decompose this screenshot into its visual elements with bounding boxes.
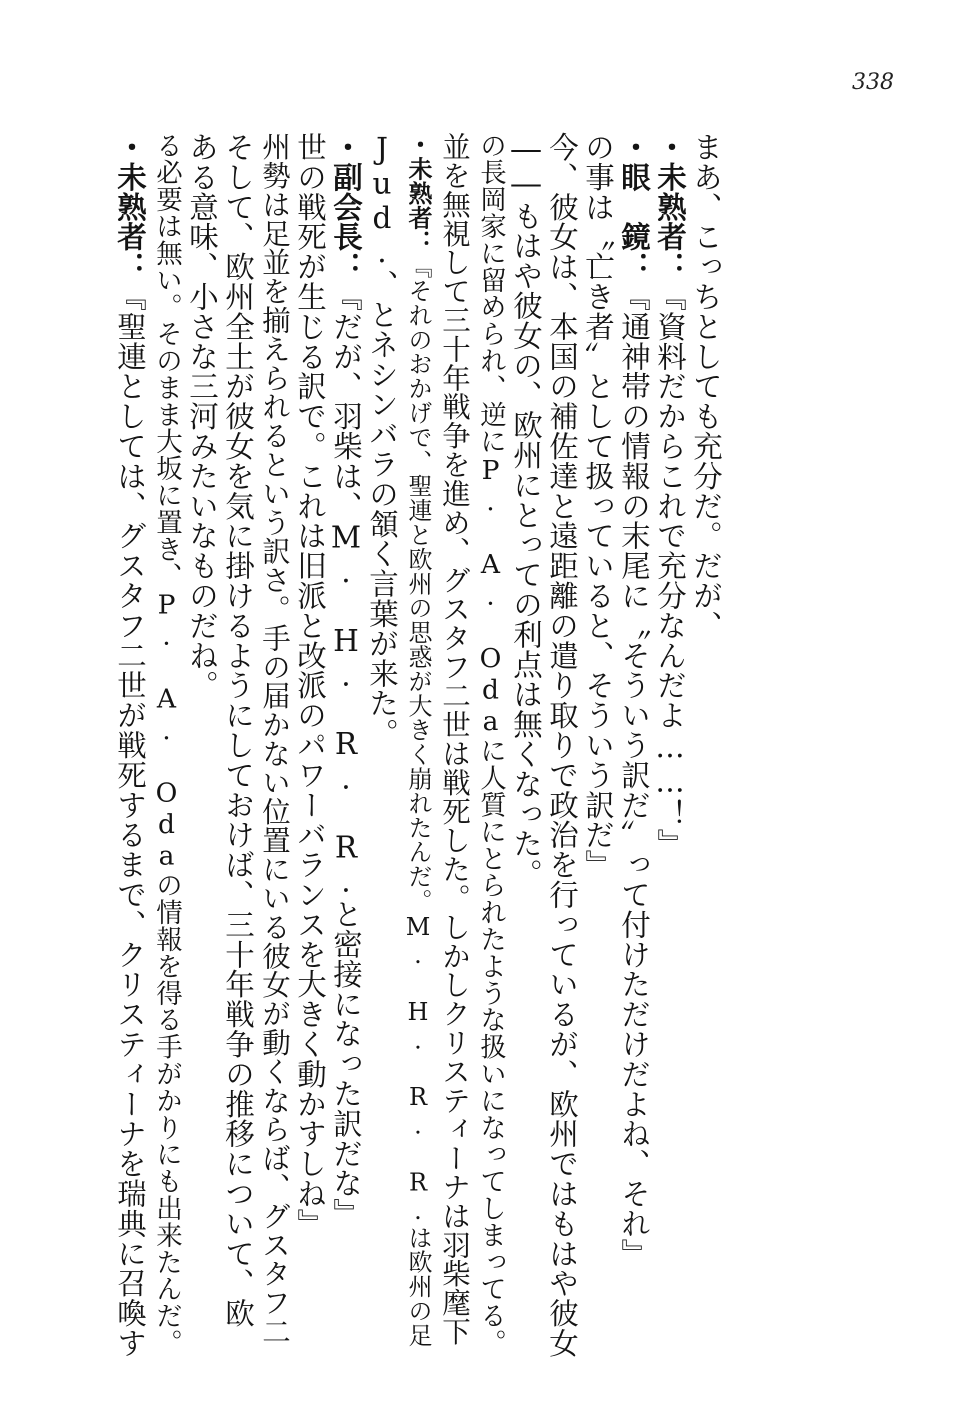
text-line xyxy=(470,132,510,1356)
text-line xyxy=(650,132,690,859)
text-line xyxy=(218,132,258,1328)
dialogue-text: 『聖連としては、グスタフ二世が戦死するまで、クリスティーナを瑞典に召喚す xyxy=(113,281,147,1358)
dialogue-text: 州勢は足並を揃えられるという訳さ。手の届かない位置にいる彼女が動くならば、グスタフ二 xyxy=(258,132,291,1346)
text-line xyxy=(686,132,726,640)
text-line xyxy=(146,132,186,1356)
dialogue-text: 世の戦死が生じる訳で。これは旧派と改派のパワーバランスを大きく動かすしね』 xyxy=(293,132,327,1239)
dialogue-text: 今、彼女は、本国の補佐達と遠距離の遣り取りで政治を行っているが、欧州ではもはや彼女 xyxy=(545,132,579,1358)
speaker-label: ・眼 鏡： xyxy=(617,132,652,282)
text-line xyxy=(326,132,366,1228)
text-line xyxy=(290,132,330,1238)
dialogue-text: 『それのおかげで、聖連と欧州の思惑が大きく崩れたんだ。M. H. R. R.は欧州の足 xyxy=(404,254,432,1348)
dialogue-text: そして、欧州全土が彼女を気に掛けるようにしておけば、三十年戦争の推移について、欧 xyxy=(221,132,255,1328)
dialogue-text: る必要は無い。そのまま大坂に置き、P. A. Odaの情報を得る手がかりにも出来たんだ。 xyxy=(151,132,182,1357)
text-line xyxy=(434,132,474,1346)
text-line xyxy=(110,132,150,1358)
text-line xyxy=(614,132,654,1268)
speaker-label: ・未熟者： xyxy=(653,132,688,282)
dialogue-text: の事は〝亡き者〟として扱っていると、そういう訳だ』 xyxy=(581,132,615,880)
text-line xyxy=(506,132,546,889)
dialogue-text: Jud.、とネシンバラの頷く言葉が来た。 xyxy=(365,132,399,748)
speaker-label: ・副会長： xyxy=(329,132,364,282)
text-line xyxy=(254,132,294,1346)
text-line xyxy=(398,132,438,1347)
dialogue-text: の長岡家に留められ、逆にP. A. Odaに人質にとられたような扱いになってしまってる。 xyxy=(475,132,506,1357)
speaker-label: ・未熟者： xyxy=(113,132,148,282)
dialogue-text: 『だが、羽柴は、M. H. R. R.と密接になった訳だな』 xyxy=(329,281,363,1228)
page-number: 338 xyxy=(852,70,894,95)
speaker-label: ・未熟者： xyxy=(404,132,433,254)
text-line xyxy=(182,132,222,700)
text-line xyxy=(578,132,618,880)
dialogue-text: ――もはや彼女の、欧州にとっての利点は無くなった。 xyxy=(509,132,543,889)
text-line xyxy=(542,132,582,1358)
dialogue-text: 『資料だからこれで充分なんだよ……！』 xyxy=(653,281,687,859)
text-line xyxy=(362,132,402,748)
dialogue-text: 並を無視して三十年戦争を進め、グスタフ二世は戦死した。しかしクリスティーナは羽柴麾下 xyxy=(438,132,471,1346)
dialogue-text: 『通神帯の情報の末尾に〝そういう訳だ〟って付けただけだよね、それ』 xyxy=(617,281,651,1269)
dialogue-text: まあ、こっちとしても充分だ。だが、 xyxy=(689,132,723,641)
dialogue-text: ある意味、小さな三河みたいなものだね。 xyxy=(185,132,219,701)
